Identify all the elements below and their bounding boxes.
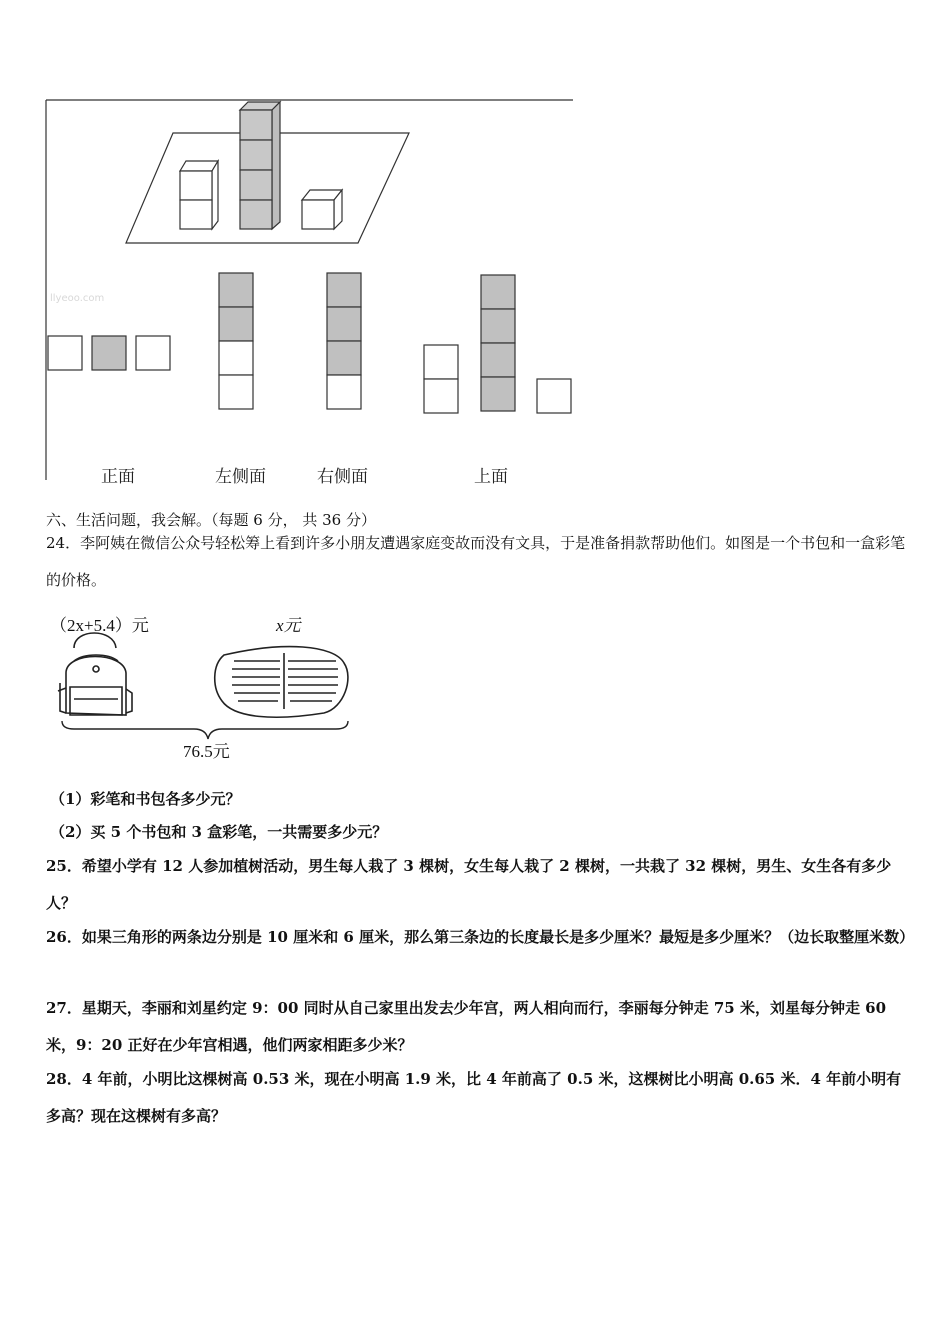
question-26: 26．如果三角形的两条边分别是 10 厘米和 6 厘米，那么第三条边的长度最长是多少厘米？最短是多少厘米？（边长取整厘米数） <box>46 928 915 946</box>
section-heading: 六、生活问题，我会解。（每题 6 分， 共 36 分） <box>46 511 376 529</box>
view-top <box>424 275 571 413</box>
cube-stack-middle <box>240 102 280 229</box>
view-right-side <box>327 273 361 409</box>
backpack-icon <box>58 633 132 715</box>
watermark: llyeoo.com <box>50 293 105 304</box>
question-24-part-2: （2）买 5 个书包和 3 盒彩笔，一共需要多少元？ <box>50 823 388 841</box>
question-27: 27．星期天，李丽和刘星约定 9：00 同时从自己家里出发去少年宫，两人相向而行，李丽每分钟走 75 米，刘星每分钟走 60 米，9：20 正好在少年宫相遇，他们两家相距多少米？ <box>46 999 887 1054</box>
view-label-right: 右侧面 <box>317 467 368 487</box>
cube-stack-left <box>180 161 218 229</box>
backpack-price: （2x+5.4）元 <box>50 616 149 635</box>
view-label-left: 左侧面 <box>215 467 266 487</box>
total-price: 76.5元 <box>183 742 230 761</box>
question-24-part-1: （1）彩笔和书包各多少元？ <box>50 790 241 808</box>
view-label-top: 上面 <box>474 467 508 487</box>
view-left-side <box>219 273 253 409</box>
view-label-front: 正面 <box>101 467 135 487</box>
question-28: 28．4 年前，小明比这棵树高 0.53 米，现在小明高 1.9 米，比 4 年前高了 0.5 米，这棵树比小明高 0.65 米．4 年前小明有多高？现在这棵树有多高？ <box>46 1070 902 1125</box>
pen-box-icon <box>215 647 348 718</box>
question-24: 24．李阿姨在微信公众号轻松筹上看到许多小朋友遭遇家庭变故而没有文具，于是准备捐款帮助他们。如图是一个书包和一盒彩笔的价格。 <box>46 534 906 589</box>
pen-price: x元 <box>276 616 301 635</box>
view-front <box>48 336 170 370</box>
cube-views-figure <box>40 95 580 490</box>
cube-stack-right <box>302 190 342 229</box>
question-25: 25．希望小学有 12 人参加植树活动，男生每人栽了 3 棵树，女生每人栽了 2 棵树，一共栽了 32 棵树，男生、女生各有多少人？ <box>46 857 892 912</box>
